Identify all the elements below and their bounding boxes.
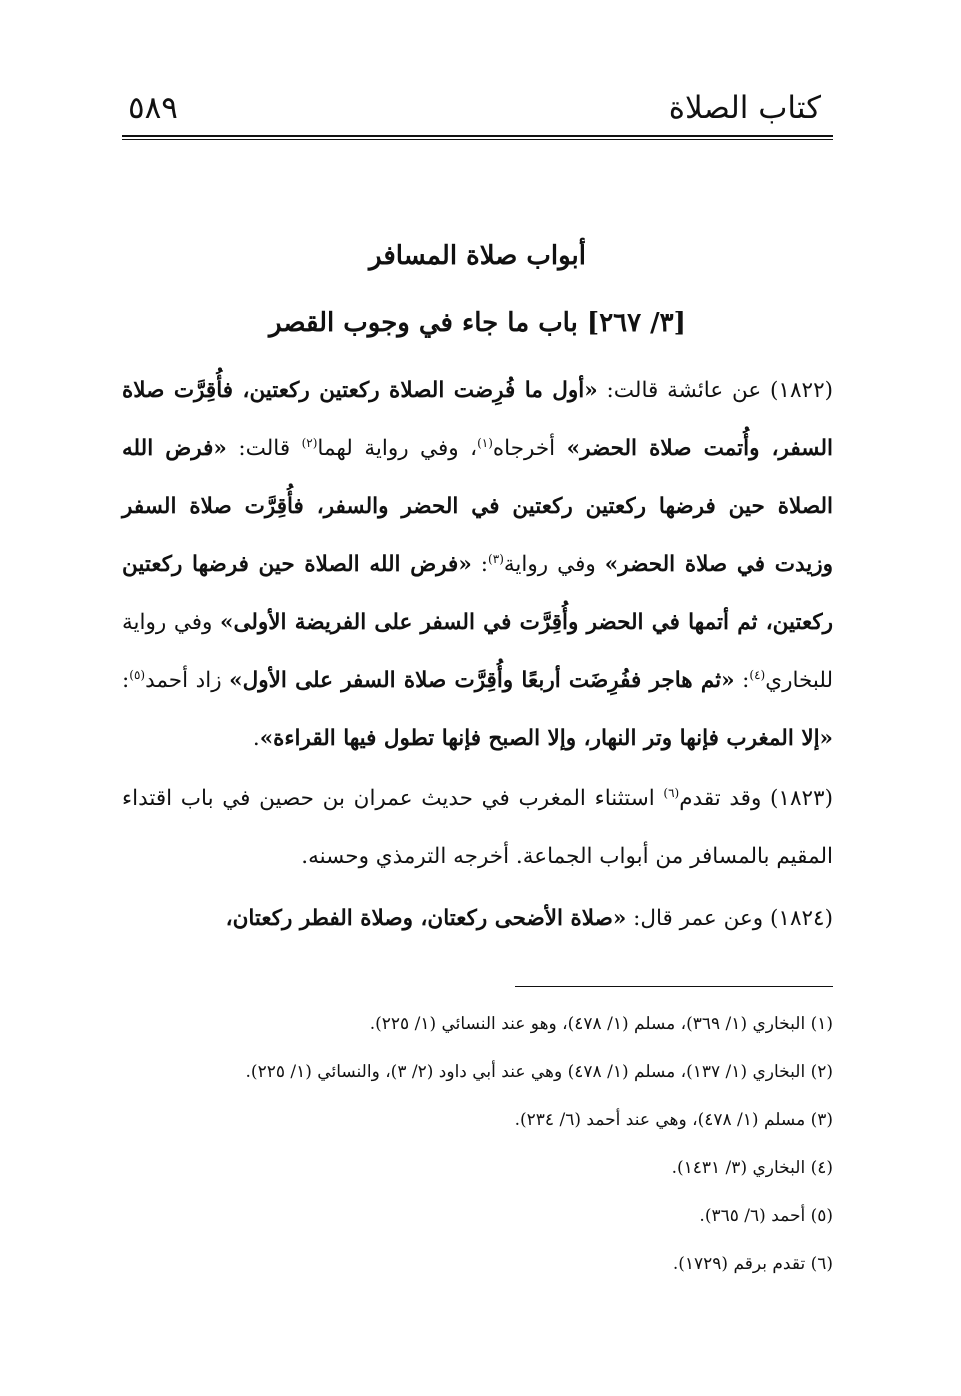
section-title: أبواب صلاة المسافر bbox=[369, 241, 586, 271]
quote: «فرض الله الصلاة حين فرضها ركعتين ركعتين في الحضر والسفر، فأُقِرَّت صلاة السفر وزيدت في صلاة الحضر» bbox=[122, 436, 834, 577]
hadith-1824 bbox=[122, 890, 833, 948]
footnote: (٣) مسلم (١/ ٤٧٨)، وهي عند أحمد (٦/ ٢٣٤). bbox=[514, 1110, 833, 1130]
text-run: استثناء المغرب في حديث عمران بن حصين في باب اقتداء المقيم بالمسافر من أبواب الجماعة. أخرجه الترمذي وحسنه. bbox=[122, 786, 833, 869]
text-run: ، وفي رواية لهما bbox=[317, 436, 478, 461]
text-run: وفي رواية للبخاري bbox=[122, 610, 834, 693]
footnote-ref[interactable]: (١) bbox=[477, 435, 493, 450]
header-rule bbox=[122, 135, 833, 140]
hadith-number: (١٨٢٤) bbox=[770, 906, 833, 931]
text-run: . bbox=[252, 726, 260, 751]
footnote-ref[interactable]: (٤) bbox=[749, 667, 766, 682]
footnotes bbox=[122, 1000, 833, 1288]
hadith-1822 bbox=[122, 362, 833, 768]
footnote-ref[interactable]: (٦) bbox=[663, 785, 680, 800]
quote: «ثم هاجر ففُرِضَت أربعًا وأُقِرَّت صلاة السفر على الأول» bbox=[229, 668, 735, 693]
text-run: زاد أحمد bbox=[145, 668, 230, 693]
text-run: : bbox=[122, 668, 130, 693]
text-run: عن عائشة قالت: bbox=[597, 378, 771, 403]
text-run: وفي رواية bbox=[503, 552, 605, 577]
footnote: (٤) البخاري (٣/ ١٤٣١). bbox=[671, 1158, 833, 1178]
hadith-number: (١٨٢٣) bbox=[770, 786, 833, 811]
footnote-ref[interactable]: (٥) bbox=[129, 667, 146, 682]
quote: «إلا المغرب فإنها وتر النهار، وإلا الصبح فإنها تطول فيها القراءة» bbox=[259, 726, 833, 751]
hadith-number: (١٨٢٢) bbox=[770, 378, 834, 403]
footnote: (١) البخاري (١/ ٣٦٩)، مسلم (١/ ٤٧٨)، وهو عند النسائي (١/ ٢٢٥). bbox=[369, 1014, 833, 1034]
page-number: ٥٨٩ bbox=[128, 90, 178, 126]
footnote-rule bbox=[515, 986, 833, 987]
footnote: (٥) أحمد (٦/ ٣٦٥). bbox=[699, 1206, 833, 1226]
text-run: أخرجاه bbox=[492, 436, 567, 461]
quote: «صلاة الأضحى ركعتان، وصلاة الفطر ركعتان، bbox=[225, 906, 627, 931]
footnote-ref[interactable]: (٢) bbox=[301, 435, 318, 450]
quote: «أول ما فُرِضت الصلاة ركعتين ركعتين، فأُقِرَّت صلاة السفر، وأُتمت صلاة الحضر» bbox=[122, 378, 833, 461]
footnote-ref[interactable]: (٣) bbox=[488, 551, 504, 566]
footnote: (٦) تقدم برقم (١٧٢٩). bbox=[672, 1254, 833, 1274]
chapter-title: [٣/ ٢٦٧] باب ما جاء في وجوب القصر bbox=[269, 308, 686, 338]
text-run: : bbox=[471, 552, 489, 577]
quote: «فرض الله الصلاة حين فرضها ركعتين ركعتين، ثم أتمها في الحضر وأُقِرَّت في السفر على الفريضة الأولى» bbox=[122, 552, 834, 635]
text-run: وعن عمر قال: bbox=[626, 906, 771, 931]
text-run: وقد تقدم bbox=[679, 786, 771, 811]
page-header bbox=[122, 88, 821, 134]
footnote: (٢) البخاري (١/ ١٣٧)، مسلم (١/ ٤٧٨) وهي عند أبي داود (٢/ ٣)، والنسائي (١/ ٢٢٥). bbox=[245, 1062, 833, 1082]
text-run: : bbox=[734, 668, 750, 693]
running-title: كتاب الصلاة bbox=[668, 90, 821, 126]
hadith-1823 bbox=[122, 770, 833, 886]
text-run: قالت: bbox=[226, 436, 302, 461]
